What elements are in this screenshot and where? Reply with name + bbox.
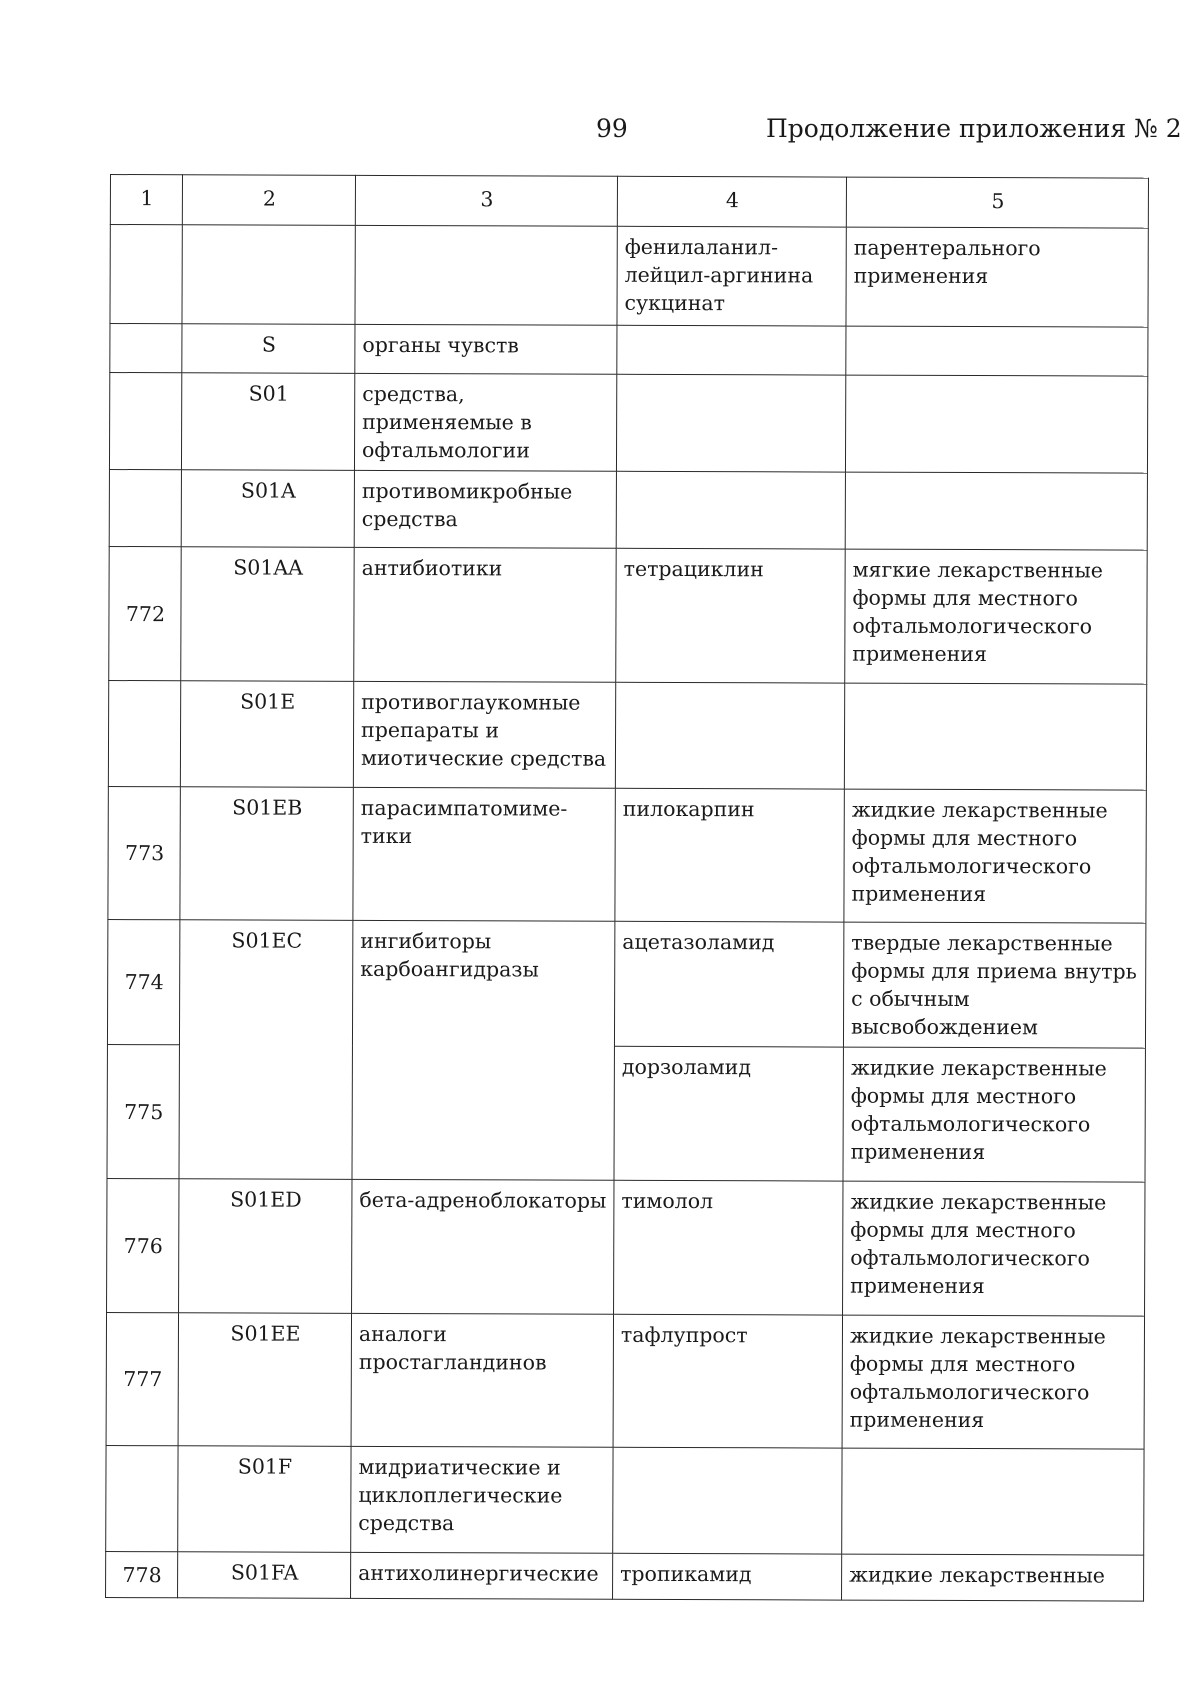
row-number: 773 [108, 786, 180, 919]
dosage-form [842, 1448, 1144, 1555]
drug-name: тетрациклин [616, 548, 845, 683]
row-number [109, 373, 181, 470]
table-row [106, 1551, 1144, 1601]
dosage-form [845, 375, 1147, 473]
group-name: противоглаукомные препараты и миотические средства [353, 681, 615, 788]
group-name: парасимпатомиме-тики [353, 787, 615, 921]
row-number: 778 [106, 1551, 178, 1597]
column-number: 5 [846, 177, 1148, 228]
atc-code: S01EB [180, 787, 353, 921]
group-name: мидриатические и циклоплегические средства [351, 1446, 613, 1553]
drug-name [616, 471, 845, 549]
table-row [109, 469, 1147, 550]
dosage-form: жидкие лекарственные формы для местного офтальмологического применения [842, 1315, 1144, 1449]
atc-code: S01ED [179, 1179, 352, 1314]
column-number: 4 [617, 176, 846, 227]
atc-code: S01F [178, 1446, 351, 1553]
row-number: 776 [107, 1178, 179, 1312]
atc-code: S01A [181, 470, 354, 548]
dosage-form: жидкие лекарственные формы для местного офтальмологического применения [843, 1047, 1145, 1182]
row-number: 777 [106, 1312, 178, 1445]
drug-list-table [105, 174, 1149, 1602]
dosage-form: мягкие лекарственные формы для местного офтальмологического применения [845, 549, 1147, 684]
column-number: 2 [182, 175, 355, 226]
column-number: 3 [355, 175, 617, 226]
row-number [110, 225, 182, 324]
group-name: противомикробные средства [354, 470, 616, 548]
dosage-form: парентерального применения [846, 227, 1148, 327]
drug-name [613, 1447, 842, 1554]
row-number: 772 [109, 546, 181, 680]
atc-code: S01 [181, 373, 354, 471]
row-number: 774 [107, 919, 179, 1044]
dosage-form: жидкие лекарственные формы для местного офтальмологического применения [844, 789, 1146, 923]
atc-code: S [182, 324, 355, 374]
atc-code: S01AA [181, 547, 354, 682]
table-row [109, 546, 1147, 684]
table-row [109, 373, 1147, 474]
drug-name [617, 325, 846, 375]
atc-code: S01EE [178, 1313, 351, 1447]
row-number [110, 324, 182, 373]
drug-name: фенилаланил-лейцил-аргинина сукцинат [617, 226, 846, 326]
dosage-form [846, 326, 1148, 376]
column-number: 1 [110, 175, 182, 225]
column-number-row [110, 175, 1148, 229]
table-row [110, 324, 1148, 377]
group-name: аналоги простагландинов [351, 1313, 613, 1447]
table-row [108, 786, 1146, 923]
row-number: 775 [107, 1044, 179, 1178]
table-row [108, 680, 1146, 790]
drug-name: дорзоламид [614, 1046, 843, 1181]
group-name: средства, применяемые в офтальмологии [354, 373, 616, 471]
drug-name: тафлупрост [613, 1314, 842, 1448]
drug-name: пилокарпин [615, 788, 844, 922]
group-name: антихолинергические [351, 1552, 613, 1599]
row-number [106, 1445, 178, 1551]
atc-code [182, 225, 355, 325]
group-name: бета-адреноблокаторы [352, 1179, 614, 1314]
dosage-form [844, 683, 1146, 790]
row-number [108, 680, 180, 786]
dosage-form: жидкие лекарственные [842, 1554, 1144, 1601]
dosage-form: жидкие лекарственные формы для местного офтальмологического применения [843, 1181, 1145, 1316]
table-row [110, 225, 1148, 328]
drug-name [616, 374, 845, 472]
row-number [109, 469, 181, 546]
drug-name: ацетазоламид [614, 921, 843, 1047]
atc-code: S01E [180, 681, 353, 788]
drug-name: тропикамид [613, 1553, 842, 1600]
continuation-title: Продолжение приложения № 2 [766, 114, 1182, 143]
atc-code: S01FA [178, 1552, 351, 1599]
group-name: антибиотики [354, 547, 616, 682]
drug-name: тимолол [614, 1180, 843, 1315]
group-name: ингибиторы карбоангидразы [352, 920, 615, 1180]
page-number: 99 [596, 114, 628, 143]
table-row [107, 1178, 1145, 1316]
group-name: органы чувств [355, 324, 617, 374]
dosage-form: твердые лекарственные формы для приема внутрь с обычным высвобождением [843, 922, 1145, 1048]
table-row [106, 1312, 1144, 1449]
table-row [106, 1445, 1144, 1555]
group-name [355, 225, 617, 325]
dosage-form [845, 472, 1147, 550]
atc-code: S01EC [179, 920, 353, 1180]
table-row [107, 919, 1145, 1048]
drug-name [615, 682, 844, 789]
